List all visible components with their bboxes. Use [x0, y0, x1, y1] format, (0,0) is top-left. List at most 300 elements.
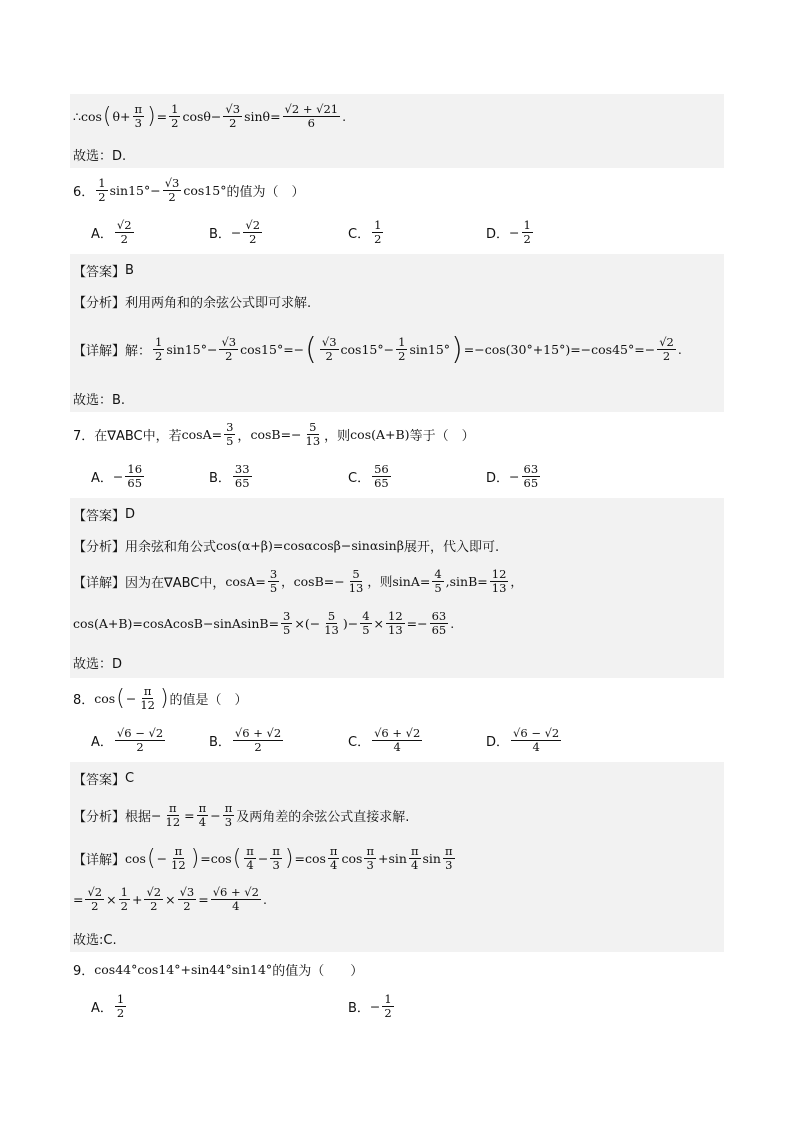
option-fraction	[233, 727, 283, 752]
q7-analysis	[73, 535, 734, 555]
question-number: 7．	[73, 428, 95, 444]
denominator: 65	[374, 475, 389, 490]
denominator: 13	[348, 580, 364, 595]
denominator: 12	[165, 814, 181, 829]
option-label: D．	[486, 226, 510, 242]
denominator: 2	[116, 1005, 125, 1020]
denominator: 4	[198, 814, 207, 829]
paren-left: (	[102, 103, 112, 129]
numerator: π	[366, 844, 374, 859]
numerator: √3	[225, 102, 241, 117]
denominator: 2	[325, 348, 333, 363]
q8-answer	[73, 768, 734, 788]
denominator: 5	[283, 622, 291, 637]
numerator: √3	[179, 885, 195, 900]
numerator: √2	[87, 885, 103, 900]
option-fraction	[522, 219, 533, 244]
formula-text: sin	[422, 850, 441, 866]
formula-text: .	[262, 891, 267, 907]
q8-option-b[interactable]	[209, 722, 285, 758]
analysis-label: 【分析】	[73, 809, 126, 825]
stem-text: 的值是（ ）	[169, 692, 248, 708]
denominator: 2	[150, 898, 158, 913]
formula-text: sin15°−	[109, 182, 161, 198]
conclusion-text: 故选：D.	[73, 148, 127, 164]
fraction	[328, 845, 340, 870]
denominator: 65	[234, 475, 250, 490]
option-fraction	[372, 463, 391, 488]
denominator: 2	[384, 1005, 392, 1020]
denominator: 3	[445, 857, 453, 872]
formula-text: +sin	[378, 850, 407, 866]
analysis-text: 展开，代入即可.	[403, 539, 500, 555]
fraction	[657, 336, 676, 361]
option-label: C．	[348, 470, 371, 486]
answer-label: 【答案】	[73, 508, 126, 524]
denominator: 2	[398, 348, 406, 363]
option-fraction	[382, 993, 393, 1018]
fraction	[322, 610, 341, 635]
analysis-label: 【分析】	[73, 539, 126, 555]
option-label: C．	[348, 226, 371, 242]
denominator: 65	[431, 622, 447, 637]
numerator: √6 + √2	[234, 726, 282, 741]
fraction	[85, 886, 104, 911]
q6-option-b[interactable]	[209, 214, 264, 250]
question-number: 9．	[73, 963, 95, 979]
numerator: √3	[164, 176, 180, 191]
paren-right: )	[451, 331, 463, 367]
denominator: 3	[272, 857, 280, 872]
numerator: √2	[146, 885, 162, 900]
answer-label: 【答案】	[73, 264, 126, 280]
formula-text: θ+	[112, 108, 131, 124]
numerator: 63	[431, 609, 447, 624]
option-label: D．	[486, 734, 510, 750]
formula-text: sin15°	[409, 341, 451, 357]
fraction	[360, 610, 371, 635]
formula-text: =−	[406, 615, 428, 631]
formula-text: ×	[165, 891, 176, 907]
q9-option-b[interactable]	[348, 988, 396, 1024]
denominator: 4	[330, 857, 338, 872]
numerator: √3	[321, 335, 337, 350]
fraction	[144, 886, 163, 911]
formula-text: cos15°=−	[240, 341, 305, 357]
fraction	[211, 886, 261, 911]
numerator: 5	[309, 420, 317, 435]
numerator: π	[198, 801, 207, 816]
numerator: 1	[120, 885, 128, 900]
numerator: 4	[434, 567, 442, 582]
numerator: 5	[352, 567, 360, 582]
q8-conclusion	[73, 928, 734, 948]
stem-text: 在∇ABC中，若	[94, 428, 182, 444]
q7-option-b[interactable]	[209, 458, 254, 494]
q6-detail	[73, 326, 734, 372]
denominator: 2	[229, 115, 237, 130]
formula-text: =	[73, 891, 84, 907]
option-fraction	[522, 463, 541, 488]
option-fraction	[372, 727, 422, 752]
numerator: 1	[384, 992, 392, 1007]
numerator: π	[246, 844, 254, 859]
fraction	[224, 421, 235, 446]
denominator: 4	[232, 898, 240, 913]
formula-text: ，	[510, 574, 523, 589]
prev-conclusion	[73, 144, 734, 164]
formula-text: cos(A+B)	[350, 426, 410, 442]
denominator: 2	[662, 348, 671, 363]
denominator: 4	[532, 739, 540, 754]
formula-text: cos(A+B)=cosAcosB−sinAsinB=	[73, 615, 280, 631]
denominator: 65	[523, 475, 539, 490]
denominator: 6	[307, 115, 315, 130]
denominator: 2	[374, 231, 382, 246]
formula-text: =cos	[200, 850, 232, 866]
denominator: 2	[155, 348, 163, 363]
numerator: π	[143, 684, 152, 699]
formula-text: cos(α+β)=cosαcosβ−sinαsinβ	[216, 537, 404, 553]
numerator: 4	[362, 609, 370, 624]
q7-option-d[interactable]	[486, 458, 542, 494]
denominator: 5	[362, 622, 370, 637]
numerator: 63	[523, 462, 539, 477]
numerator: 1	[98, 176, 106, 191]
formula-text: )−	[342, 615, 359, 631]
analysis-text: 利用两角和的余弦公式即可求解.	[125, 295, 312, 311]
fraction	[219, 336, 238, 361]
question-number: 8．	[73, 692, 95, 708]
fraction	[138, 685, 157, 710]
q8-detail	[73, 838, 734, 878]
formula-text: −	[257, 850, 269, 866]
numerator: √6 + √2	[374, 726, 421, 741]
paren-right: )	[284, 845, 294, 871]
denominator: 13	[324, 622, 339, 637]
denominator: 2	[249, 231, 257, 246]
formula-text: −	[125, 690, 137, 706]
q8-calculation	[73, 880, 734, 918]
numerator: 16	[127, 462, 143, 477]
numerator: π	[329, 844, 338, 859]
formula-text: =cos	[294, 850, 326, 866]
conclusion-text: 故选:C.	[73, 932, 117, 948]
denominator: 5	[226, 433, 234, 448]
numerator: √6 − √2	[513, 726, 560, 741]
question-9-stem	[73, 958, 734, 980]
numerator: √6 + √2	[212, 885, 259, 900]
fraction	[409, 845, 421, 870]
option-fraction	[233, 463, 252, 488]
detail-label: 【详解】	[73, 575, 126, 591]
formula-text: ∴cos	[73, 108, 102, 124]
stem-text: ，则	[324, 428, 351, 444]
option-fraction	[511, 727, 561, 752]
formula-text: cos15°−	[340, 341, 395, 357]
denominator: 3	[224, 814, 233, 829]
fraction	[178, 886, 197, 911]
prev-formula-line	[73, 96, 734, 136]
option-label: C．	[348, 734, 371, 750]
fraction	[96, 177, 107, 202]
numerator: √6 − √2	[116, 726, 164, 741]
numerator: 3	[226, 420, 234, 435]
numerator: √2	[116, 218, 132, 233]
stem-text: 等于（ ）	[409, 428, 475, 444]
formula-text: sin15°−	[166, 341, 218, 357]
q6-analysis	[73, 291, 734, 311]
numerator: π	[169, 801, 177, 816]
option-label: B．	[209, 226, 231, 242]
detail-text: 因为在∇ABC中，	[125, 575, 226, 591]
formula-text: ×	[373, 615, 385, 631]
formula-text: .	[450, 615, 455, 631]
numerator: 1	[155, 335, 163, 350]
fraction	[443, 845, 455, 870]
formula-text: =−cos(30°+15°)=−cos45°=−	[463, 341, 656, 357]
fraction	[169, 103, 180, 128]
fraction	[490, 568, 509, 593]
numerator: 12	[491, 567, 507, 582]
q6-option-c[interactable]	[348, 214, 385, 250]
option-fraction	[372, 219, 383, 244]
fraction	[270, 845, 282, 870]
question-number: 6．	[73, 184, 95, 200]
denominator: 2	[168, 189, 176, 204]
question-6-stem	[73, 172, 734, 208]
analysis-text: 及两角差的余弦公式直接求解.	[236, 809, 410, 825]
numerator: 1	[116, 992, 125, 1007]
numerator: √2	[245, 218, 261, 233]
fraction	[153, 336, 164, 361]
numerator: 1	[523, 218, 531, 233]
fraction	[386, 610, 405, 635]
q8-option-c[interactable]	[348, 722, 424, 758]
q6-conclusion	[73, 388, 734, 408]
formula-text: −	[156, 850, 168, 866]
numerator: 3	[269, 567, 278, 582]
fraction	[268, 568, 279, 593]
denominator: 4	[246, 857, 254, 872]
option-label: B．	[209, 470, 231, 486]
denominator: 2	[91, 898, 99, 913]
conclusion-text: 故选：D	[73, 656, 123, 672]
fraction	[281, 610, 292, 635]
fraction	[364, 845, 376, 870]
denominator: 65	[127, 475, 143, 490]
denominator: 3	[366, 857, 374, 872]
q8-option-a[interactable]	[91, 722, 167, 758]
answer-value: D	[125, 506, 136, 522]
denominator: 12	[140, 697, 155, 712]
formula-text: =	[198, 891, 209, 907]
q8-option-d[interactable]	[486, 722, 563, 758]
stem-text: ，	[237, 428, 251, 444]
fraction	[163, 177, 182, 202]
fraction	[432, 568, 443, 593]
q7-option-c[interactable]	[348, 458, 393, 494]
numerator: 3	[283, 609, 291, 624]
option-fraction	[115, 219, 134, 244]
formula-text: cosA=	[225, 573, 266, 589]
q7-conclusion	[73, 652, 734, 672]
question-8-stem	[73, 680, 734, 716]
option-label: B．	[348, 1000, 370, 1016]
formula-text: =	[156, 108, 168, 124]
detail-label: 【详解】	[73, 343, 126, 359]
denominator: 4	[411, 857, 419, 872]
denominator: 2	[98, 189, 106, 204]
answer-label: 【答案】	[73, 772, 126, 788]
fraction	[223, 802, 235, 827]
denominator: 5	[269, 580, 278, 595]
option-label: A．	[91, 226, 113, 242]
fraction	[244, 845, 256, 870]
denominator: 2	[120, 898, 128, 913]
denominator: 2	[254, 739, 262, 754]
denominator: 2	[171, 115, 179, 130]
numerator: 1	[398, 335, 406, 350]
formula-text: cosA=	[181, 426, 223, 442]
numerator: π	[444, 844, 453, 859]
fraction	[304, 421, 323, 446]
formula-text: cos	[125, 850, 146, 866]
paren-right: )	[159, 685, 169, 711]
denominator: 2	[523, 231, 531, 246]
fraction	[169, 845, 188, 870]
denominator: 13	[388, 622, 403, 637]
denominator: 2	[225, 348, 233, 363]
q6-answer	[73, 260, 734, 280]
formula-text: ，cosB=−	[281, 574, 345, 589]
detail-text: 解：	[125, 343, 152, 359]
stem-text: 的值为（ ）	[226, 184, 305, 200]
paren-right: )	[147, 103, 156, 129]
option-fraction	[115, 993, 126, 1018]
numerator: π	[410, 844, 419, 859]
formula-text: cos	[341, 850, 363, 866]
option-sign: −	[112, 468, 124, 484]
denominator: 2	[183, 898, 191, 913]
formula-text: ×(−	[294, 615, 321, 631]
numerator: π	[224, 801, 233, 816]
analysis-text: 用余弦和角公式	[125, 539, 217, 555]
paren-left: (	[232, 845, 242, 871]
option-fraction	[243, 219, 262, 244]
formula-text: .	[677, 341, 682, 357]
denominator: 12	[171, 857, 186, 872]
conclusion-text: 故选：B.	[73, 392, 126, 408]
numerator: 1	[171, 102, 179, 117]
formula-text: cos15°	[183, 182, 227, 198]
denominator: 2	[136, 739, 144, 754]
fraction	[197, 802, 209, 827]
numerator: √2 + √21	[284, 102, 339, 117]
numerator: 1	[374, 218, 382, 233]
q6-option-d[interactable]	[486, 214, 535, 250]
formula-text: ，则sinA=	[367, 574, 431, 589]
formula-text: ,sinB=	[445, 573, 488, 589]
formula-text: cos44°cos14°+sin44°sin14°	[94, 961, 273, 977]
formula-text: cosθ−	[182, 108, 222, 124]
fraction	[347, 568, 366, 593]
option-label: B．	[209, 734, 231, 750]
option-label: D．	[486, 470, 510, 486]
fraction	[396, 336, 407, 361]
formula-text: cos	[94, 690, 116, 706]
fraction	[430, 610, 449, 635]
formula-text: ×	[106, 891, 117, 907]
q8-analysis	[73, 797, 734, 833]
numerator: √3	[221, 335, 237, 350]
q7-calculation	[73, 605, 734, 641]
q7-detail	[73, 563, 734, 599]
formula-text: =	[184, 807, 195, 823]
fraction	[223, 103, 242, 128]
fraction	[133, 103, 145, 128]
option-label: A．	[91, 734, 113, 750]
answer-value: C	[125, 770, 135, 786]
paren-left: (	[116, 685, 125, 711]
formula-text: cosB=−	[250, 426, 302, 442]
analysis-text: 根据	[125, 809, 152, 825]
option-label: A．	[91, 1000, 113, 1016]
q7-answer	[73, 504, 734, 524]
fraction	[164, 802, 183, 827]
denominator: 13	[491, 580, 507, 595]
q6-option-a[interactable]	[91, 214, 136, 250]
paren-left: (	[305, 331, 317, 367]
numerator: 12	[388, 609, 403, 624]
denominator: 2	[120, 231, 128, 246]
answer-value: B	[125, 262, 134, 278]
detail-label: 【详解】	[73, 852, 126, 868]
formula-text: +	[131, 891, 143, 907]
denominator: 3	[134, 115, 142, 130]
formula-text: sinθ=	[244, 108, 281, 124]
denominator: 4	[393, 739, 401, 754]
option-sign: −	[509, 468, 520, 484]
paren-right: )	[190, 845, 200, 871]
numerator: 56	[374, 462, 389, 477]
formula-text: −	[151, 807, 162, 823]
option-fraction	[115, 727, 165, 752]
q9-option-a[interactable]	[91, 988, 128, 1024]
numerator: 33	[234, 462, 250, 477]
option-label: A．	[91, 470, 113, 486]
numerator: √2	[659, 335, 674, 350]
fraction	[283, 103, 341, 128]
numerator: π	[174, 844, 183, 859]
numerator: π	[272, 844, 280, 859]
formula-text: −	[210, 807, 221, 823]
question-7-stem	[73, 416, 734, 452]
q7-option-a[interactable]	[91, 458, 146, 494]
fraction	[320, 336, 339, 361]
denominator: 5	[434, 580, 442, 595]
option-sign: −	[509, 224, 520, 240]
option-fraction	[125, 463, 144, 488]
numerator: π	[134, 102, 143, 117]
formula-text: .	[342, 108, 347, 124]
analysis-label: 【分析】	[73, 295, 126, 311]
stem-text: 的值为（ ）	[272, 963, 364, 979]
paren-left: (	[146, 845, 156, 871]
numerator: 5	[327, 609, 336, 624]
option-sign: −	[230, 224, 242, 240]
option-sign: −	[369, 998, 381, 1014]
